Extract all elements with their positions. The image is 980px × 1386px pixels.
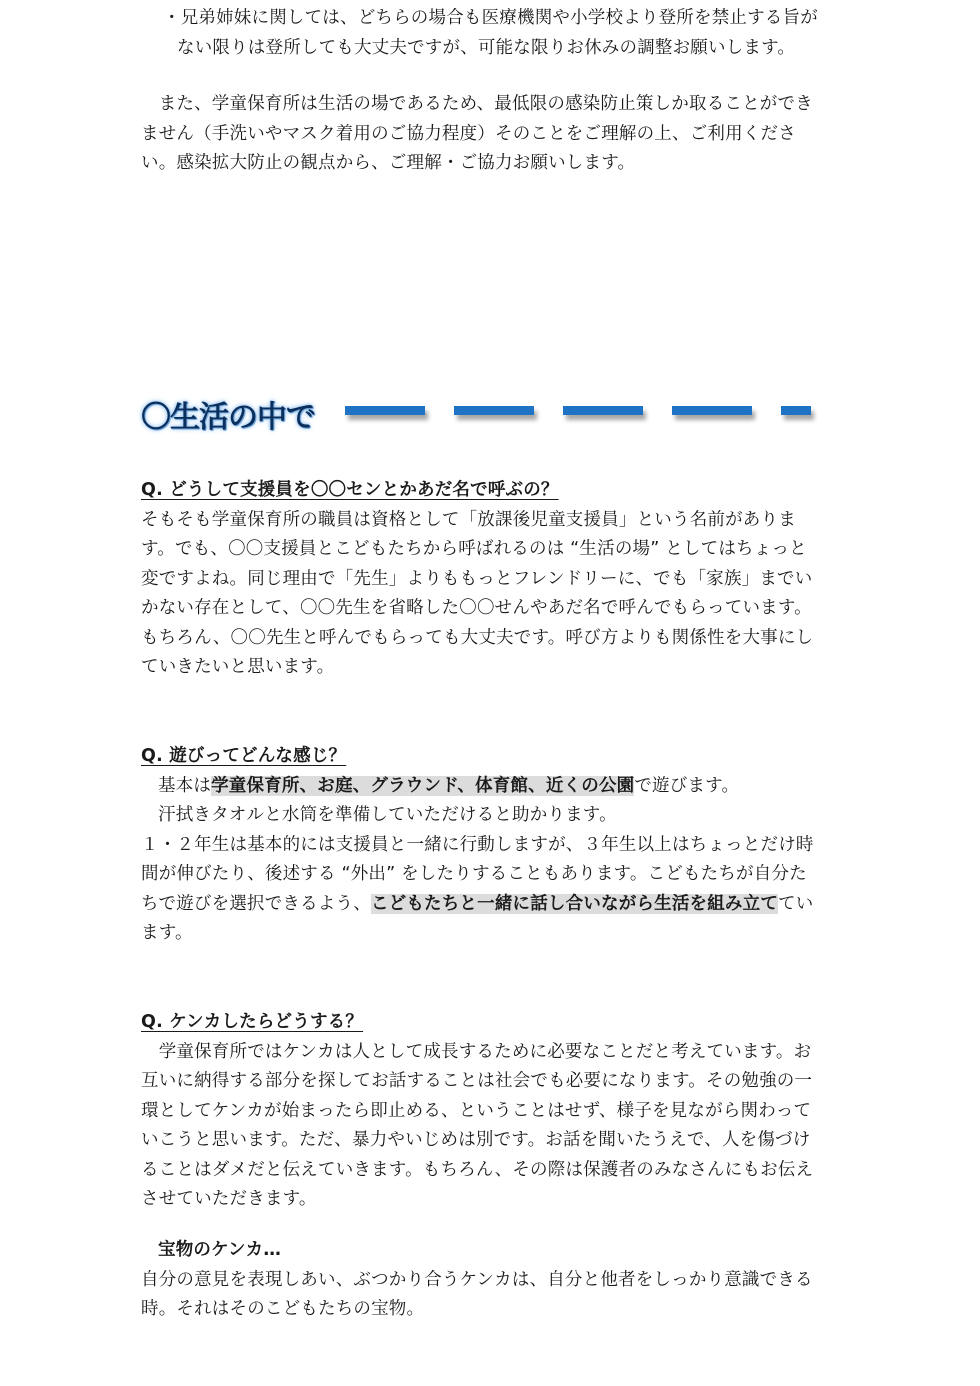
decorative-dash bbox=[454, 406, 534, 415]
question-heading: Q. ケンカしたらどうする？ bbox=[141, 1012, 364, 1032]
answer-line: 時。それはそのこどもたちの宝物。 bbox=[141, 1299, 425, 1319]
answer-line: 変ですよね。同じ理由で「先生」よりももっとフレンドリーに、でも「家族」までい bbox=[141, 568, 813, 589]
answer-text: で遊びます。 bbox=[634, 775, 740, 796]
answer-line: かない存在として、〇〇先生を省略した〇〇せんやあだ名で呼んでもらっています。 bbox=[141, 598, 812, 618]
decorative-dash bbox=[563, 406, 643, 415]
play-places-highlight: 学童保育所、お庭、グラウンド、体育館、近くの公園 bbox=[211, 775, 635, 796]
answer-line: 間が伸びたり、後述する “外出” をしたりすることもあります。こどもたちが自分た bbox=[141, 864, 807, 884]
paragraph-line: い。感染拡大防止の観点から、ご理解・ご協力お願いします。 bbox=[141, 153, 636, 173]
infection-prevention-paragraph bbox=[141, 90, 813, 179]
answer-line bbox=[141, 890, 814, 920]
question-heading: Q. どうして支援員を〇〇センとかあだ名で呼ぶの？ bbox=[141, 480, 559, 500]
answer-line: 汗拭きタオルと水筒を準備していただけると助かります。 bbox=[158, 805, 617, 825]
section-heading bbox=[141, 390, 821, 440]
sibling-attendance-note bbox=[163, 4, 818, 63]
answer-line: 互いに納得する部分を探してお話することは社会でも必要になります。その勉強の一 bbox=[141, 1071, 813, 1091]
answer-line: ることはダメだと伝えていきます。もちろん、その際は保護者のみなさんにもお伝え bbox=[141, 1159, 814, 1180]
answer-line: 環としてケンカが始まったら即止める、ということはせず、様子を見ながら関わって bbox=[141, 1100, 812, 1121]
answer-line: ます。 bbox=[141, 923, 193, 943]
answer-line bbox=[141, 772, 814, 802]
answer-line: す。でも、〇〇支援員とこどもたちから呼ばれるのは “生活の場” としてはちょっと bbox=[141, 539, 807, 559]
qa-nickname bbox=[141, 476, 813, 683]
answer-line: ていきたいと思います。 bbox=[141, 657, 335, 677]
note-line: ・兄弟姉妹に関しては、どちらの場合も医療機関や小学校より登所を禁止する旨が bbox=[163, 8, 818, 28]
note-line: ない限りは登所しても大丈夫ですが、可能な限りお休みの調整お願いします。 bbox=[177, 37, 796, 58]
answer-text: てい bbox=[778, 893, 814, 914]
paragraph-line: また、学童保育所は生活の場であるため、最低限の感染防止策しか取ることができ bbox=[141, 94, 813, 114]
section-title: 〇生活の中で bbox=[141, 400, 315, 435]
sub-heading: 宝物のケンカ… bbox=[158, 1240, 282, 1260]
answer-line: そもそも学童保育所の職員は資格として「放課後児童支援員」という名前がありま bbox=[141, 509, 796, 530]
answer-line: いこうと思います。ただ、暴力やいじめは別です。お話を聞いたうえで、人を傷づけ bbox=[141, 1130, 811, 1150]
qa-fighting bbox=[141, 1008, 813, 1215]
answer-line: 学童保育所ではケンカは人として成長するために必要なことだと考えています。お bbox=[141, 1041, 812, 1062]
answer-line: もちろん、〇〇先生と呼んでもらっても大丈夫です。呼び方よりも関係性を大事にし bbox=[141, 627, 814, 648]
decorative-dash bbox=[345, 406, 425, 415]
answer-line: 自分の意見を表現しあい、ぶつかり合うケンカは、自分と他者をしっかり意識できる bbox=[141, 1269, 813, 1290]
treasure-fight-note bbox=[141, 1236, 813, 1325]
question-heading: Q. 遊びってどんな感じ？ bbox=[141, 746, 347, 766]
decorative-dash bbox=[781, 406, 811, 415]
qa-play bbox=[141, 742, 814, 949]
cooperation-highlight: こどもたちと一緒に話し合いながら生活を組み立て bbox=[370, 893, 779, 914]
paragraph-line: ません（手洗いやマスク着用のご協力程度）そのことをご理解の上、ご利用くださ bbox=[141, 123, 796, 144]
answer-line: させていただきます。 bbox=[141, 1189, 317, 1209]
answer-line: １・２年生は基本的には支援員と一緒に行動しますが、３年生以上はちょっとだけ時 bbox=[141, 834, 814, 855]
decorative-dash bbox=[672, 406, 752, 415]
answer-text: ちで遊びを選択できるよう、 bbox=[141, 893, 371, 914]
answer-text: 基本は bbox=[158, 775, 212, 796]
